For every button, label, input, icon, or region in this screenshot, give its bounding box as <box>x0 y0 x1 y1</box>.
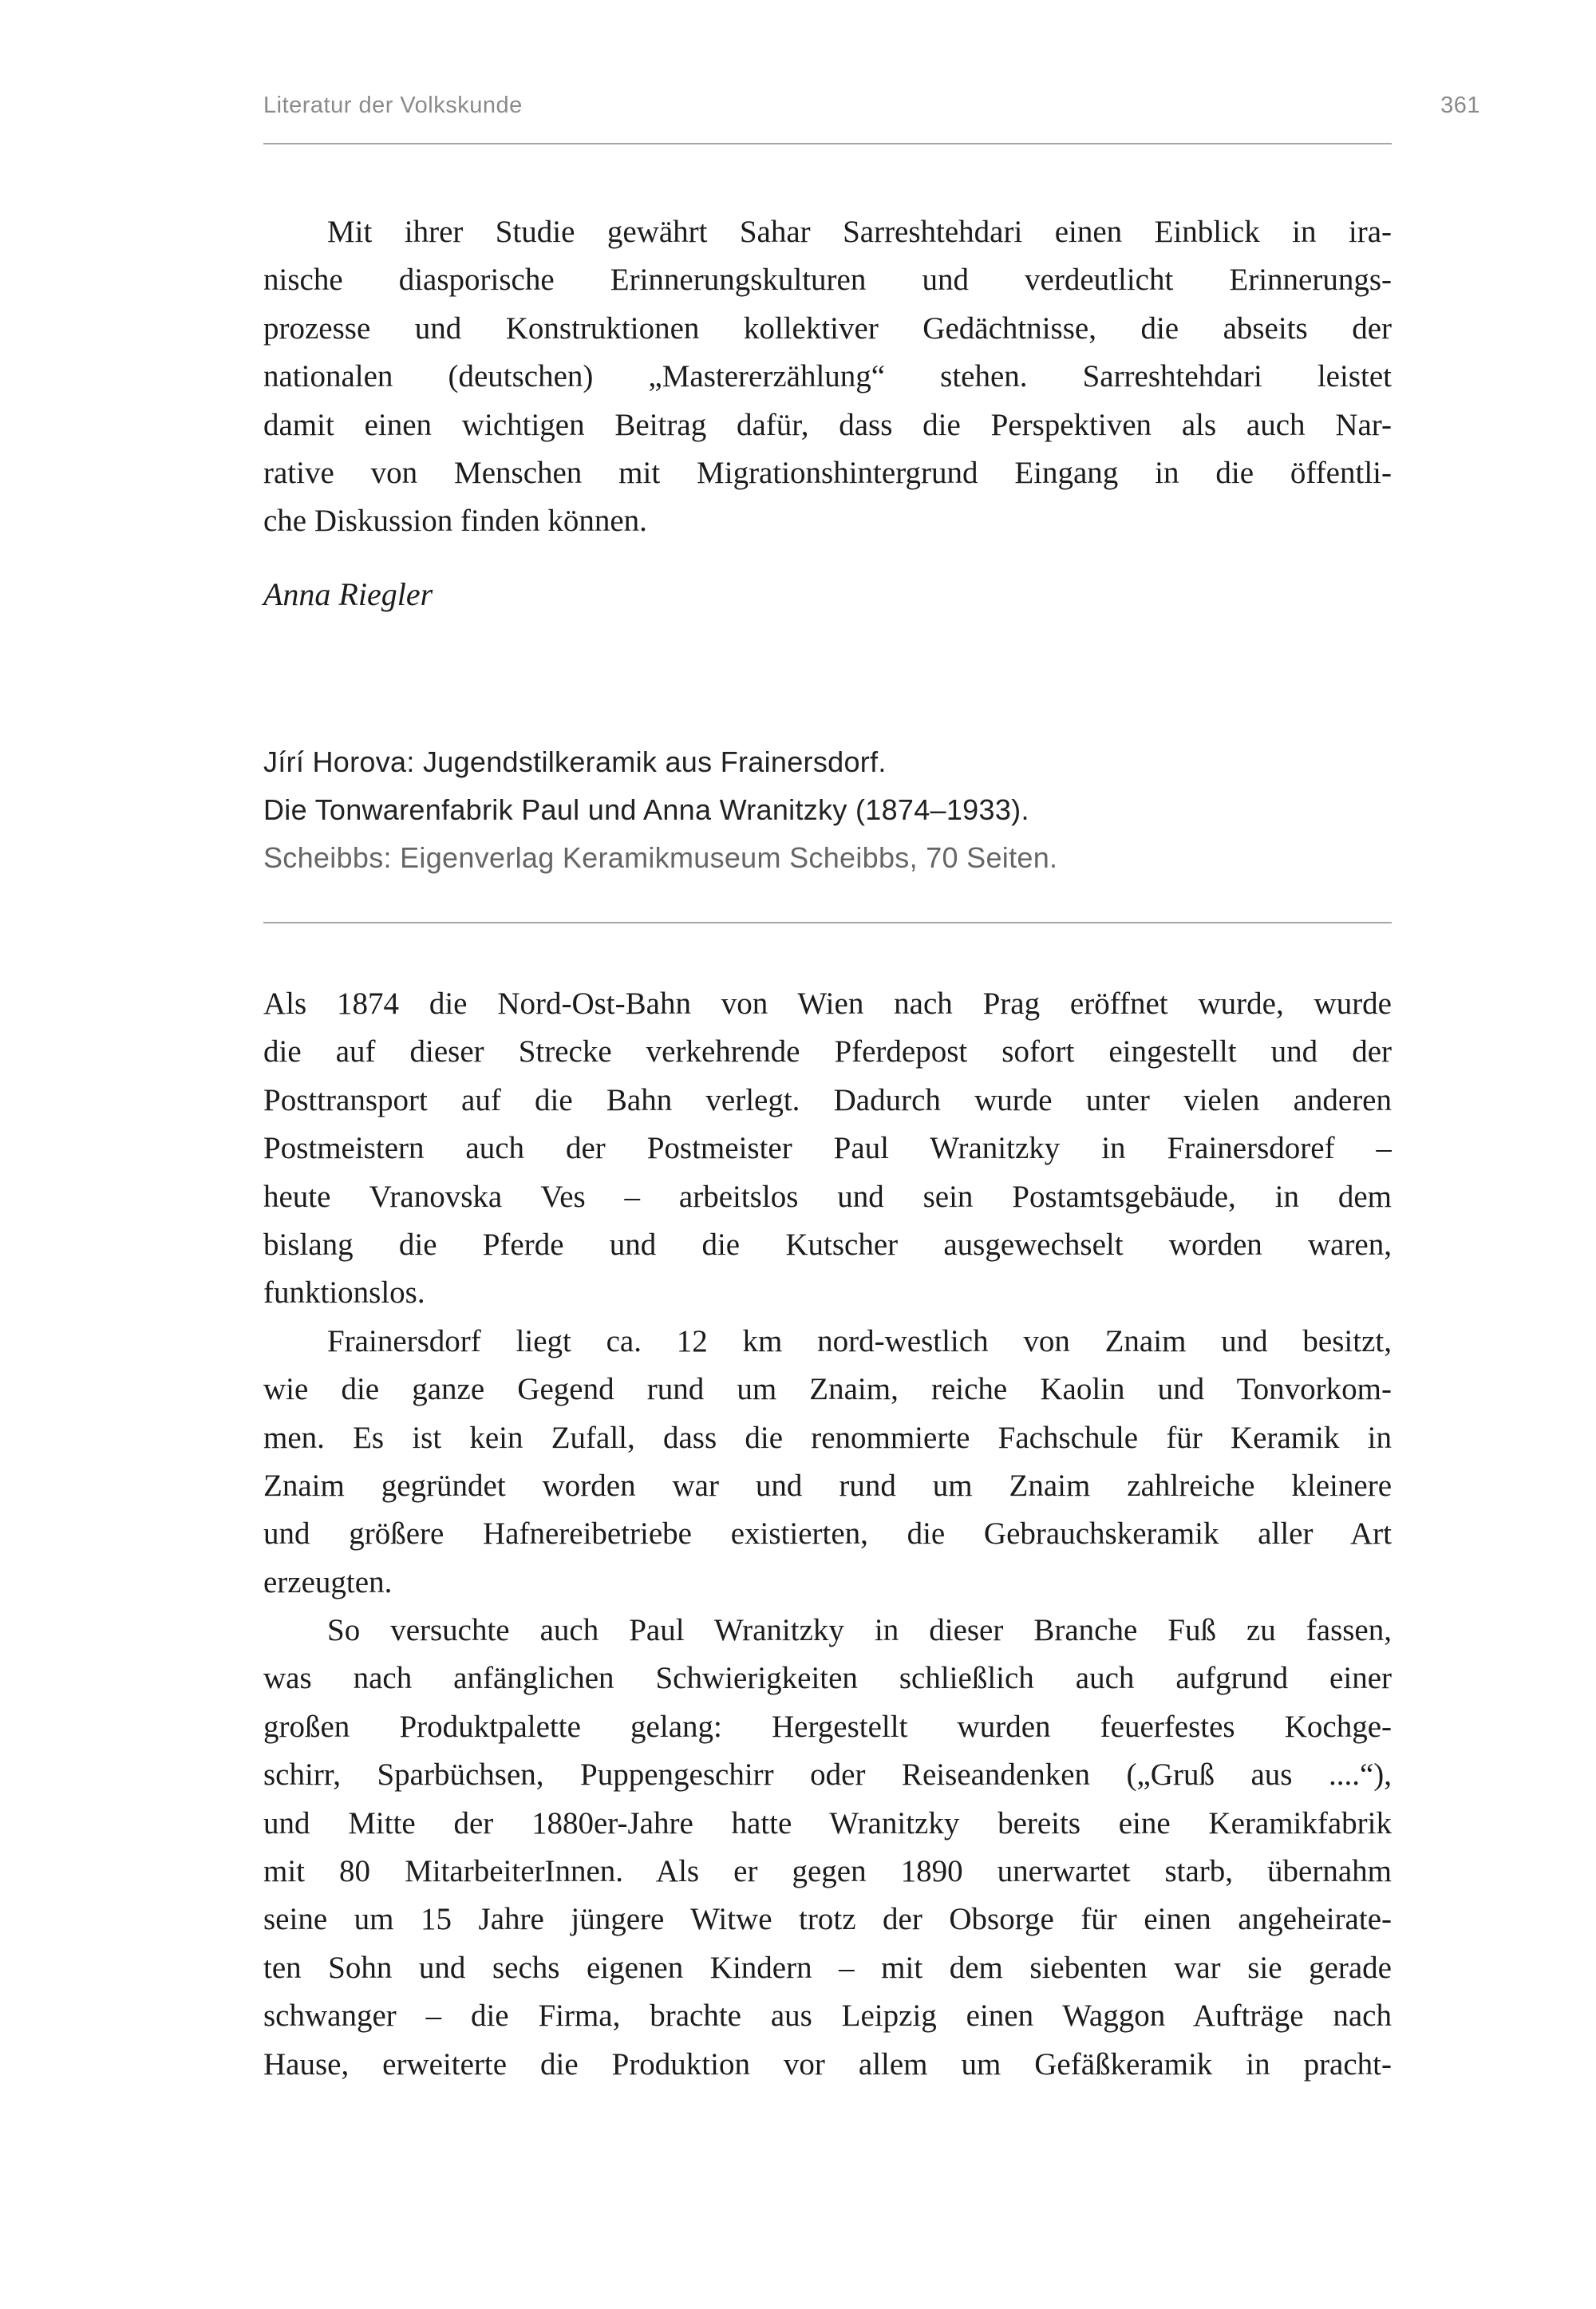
text-line: men. Es ist kein Zufall, dass die renommierte Fachschule für Keramik in <box>263 1420 1392 1455</box>
running-title: Literatur der Volkskunde <box>263 93 523 118</box>
text-line: großen Produktpalette gelang: Hergestellt wurden feuerfestes Kochge- <box>263 1709 1392 1744</box>
text-line: Posttransport auf die Bahn verlegt. Dadurch wurde unter vielen anderen <box>263 1082 1392 1117</box>
text-line: heute Vranovska Ves – arbeitslos und sein Postamtsgebäude, in dem <box>263 1179 1392 1214</box>
text-line: erzeugten. <box>263 1564 393 1599</box>
text-line: Znaim gegründet worden war und rund um Znaim zahlreiche kleinere <box>263 1468 1392 1503</box>
paragraph <box>263 1607 1392 2089</box>
page-number: 361 <box>1440 93 1480 118</box>
text-line: Hause, erweiterte die Produktion vor allem um Gefäßkeramik in pracht- <box>263 2046 1392 2082</box>
text-line: schwanger – die Firma, brachte aus Leipzig einen Waggon Aufträge nach <box>263 1999 1392 2034</box>
text-line: nische diasporische Erinnerungskulturen und verdeutlicht Erinnerungs- <box>263 263 1392 298</box>
header-rule <box>263 143 1392 144</box>
bibliographic-entry <box>263 738 1057 882</box>
text-line: bislang die Pferde und die Kutscher ausgewechselt worden waren, <box>263 1227 1392 1262</box>
text-line: und größere Hafnereibetriebe existierten, die Gebrauchskeramik aller Art <box>263 1516 1392 1552</box>
text-line: ten Sohn und sechs eigenen Kindern – mit dem siebenten war sie gerade <box>263 1950 1392 1985</box>
paragraph <box>263 980 1392 1318</box>
text-line: schirr, Sparbüchsen, Puppengeschirr oder Reiseandenken („Gruß aus ....“), <box>263 1757 1392 1793</box>
text-line: was nach anfänglichen Schwierigkeiten schließlich auch aufgrund einer <box>263 1661 1392 1696</box>
book-publication: Scheibbs: Eigenverlag Keramikmuseum Scheibbs, 70 Seiten. <box>263 841 1058 874</box>
text-line: seine um 15 Jahre jüngere Witwe trotz der Obsorge für einen angeheirate- <box>263 1902 1392 1937</box>
text-line: prozesse und Konstruktionen kollektiver Gedächtnisse, die abseits der <box>263 310 1392 346</box>
section-rule <box>263 922 1392 923</box>
text-line: Mit ihrer Studie gewährt Sahar Sarreshtehdari einen Einblick in ira- <box>327 215 1392 249</box>
text-line: und Mitte der 1880er-Jahre hatte Wranitzky bereits eine Keramikfabrik <box>263 1805 1392 1840</box>
text-line: So versuchte auch Paul Wranitzky in dieser Branche Fuß zu fassen, <box>327 1613 1392 1648</box>
text-line: Postmeistern auch der Postmeister Paul Wranitzky in Frainersdoref – <box>263 1131 1392 1166</box>
review2-body <box>263 980 1392 2089</box>
book-title-line2: Die Tonwarenfabrik Paul und Anna Wranitzky (1874–1933). <box>263 793 1029 826</box>
review-author-signature: Anna Riegler <box>263 576 433 612</box>
review1-body <box>263 208 1392 546</box>
text-line: Als 1874 die Nord-Ost-Bahn von Wien nach Prag eröffnet wurde, wurde <box>263 986 1392 1021</box>
text-line: rative von Menschen mit Migrationshintergrund Eingang in die öffentli- <box>263 455 1392 490</box>
text-line: wie die ganze Gegend rund um Znaim, reiche Kaolin und Tonvorkom- <box>263 1372 1392 1407</box>
text-line: funktionslos. <box>263 1275 425 1311</box>
text-line: damit einen wichtigen Beitrag dafür, dass die Perspektiven als auch Nar- <box>263 407 1392 442</box>
paragraph <box>263 208 1392 546</box>
book-title-line1: Jírí Horova: Jugendstilkeramik aus Frainersdorf. <box>263 745 887 778</box>
text-line: che Diskussion finden können. <box>263 504 647 539</box>
text-line: nationalen (deutschen) „Mastererzählung“ stehen. Sarreshtehdari leistet <box>263 359 1392 394</box>
text-line: Frainersdorf liegt ca. 12 km nord-westlich von Znaim und besitzt, <box>327 1323 1392 1358</box>
text-line: mit 80 MitarbeiterInnen. Als er gegen 1890 unerwartet starb, übernahm <box>263 1854 1392 1889</box>
paragraph <box>263 1318 1392 1607</box>
text-line: die auf dieser Strecke verkehrende Pferdepost sofort eingestellt und der <box>263 1034 1392 1069</box>
